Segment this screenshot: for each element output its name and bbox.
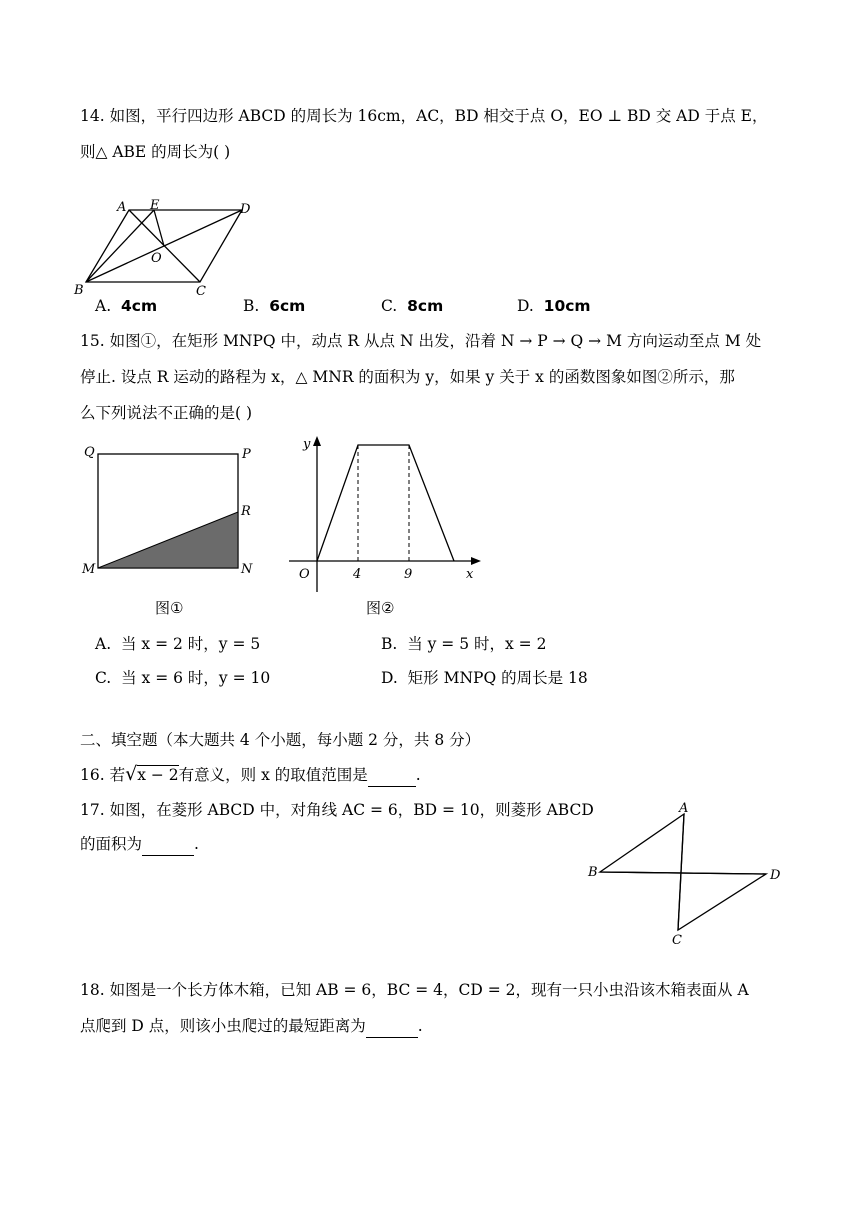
- label-x: x: [466, 567, 474, 582]
- q17-line2: 的面积为 .: [80, 833, 199, 856]
- figure-2-caption: 图②: [366, 599, 395, 617]
- label-D: D: [240, 202, 251, 217]
- label-C: C: [196, 284, 206, 299]
- tick-4: 4: [353, 567, 362, 582]
- q15-option-a: A. 当 x = 2 时，y = 5: [95, 635, 261, 653]
- q15-line3: 么下列说法不正确的是( ): [80, 404, 253, 422]
- answer-blank-16: [368, 764, 416, 787]
- label-E: E: [150, 198, 160, 213]
- label-R: R: [241, 504, 251, 519]
- q15-option-c: C. 当 x = 6 时，y = 10: [95, 669, 271, 687]
- q17-rhombus-figure: [582, 800, 792, 950]
- label-M: M: [82, 562, 96, 577]
- q14-option-d: D. 10cm: [517, 297, 591, 315]
- q15-line1: 15. 如图①，在矩形 MNPQ 中，动点 R 从点 N 出发，沿着 N → P → Q → M 方向运动至点 M 处: [80, 332, 762, 350]
- label-origin: O: [299, 567, 310, 582]
- q14-parallelogram-figure: [70, 198, 270, 298]
- q16-line: 16. 若√x − 2有意义，则 x 的取值范围是 .: [80, 763, 421, 785]
- label-y: y: [303, 437, 311, 452]
- label-N: N: [241, 562, 253, 577]
- label-A: A: [117, 200, 127, 215]
- label-O: O: [151, 251, 162, 266]
- q15-line2: 停止. 设点 R 运动的路程为 x，△ MNR 的面积为 y，如果 y 关于 x 的函数图象如图②所示，那: [80, 368, 735, 386]
- q15-rectangle-figure: [78, 440, 278, 590]
- q18-line2: 点爬到 D 点，则该小虫爬过的最短距离为 .: [80, 1015, 423, 1038]
- q14-line2: 则△ ABE 的周长为( ): [80, 143, 231, 161]
- label-B: B: [588, 865, 598, 880]
- label-A: A: [679, 801, 689, 816]
- section-2-title: 二、填空题（本大题共 4 个小题，每小题 2 分，共 8 分）: [80, 731, 481, 749]
- sqrt-radicand: x − 2: [137, 766, 179, 784]
- answer-blank-17: [142, 833, 194, 856]
- q18-line1: 18. 如图是一个长方体木箱，已知 AB = 6，BC = 4，CD = 2，现有一只小虫沿该木箱表面从 A: [80, 981, 749, 999]
- tick-9: 9: [404, 567, 413, 582]
- q14-option-b: B. 6cm: [243, 297, 306, 315]
- sqrt-symbol: √: [125, 763, 138, 785]
- label-B: B: [74, 283, 84, 298]
- label-C: C: [672, 933, 682, 948]
- q14-line1: 14. 如图，平行四边形 ABCD 的周长为 16cm，AC，BD 相交于点 O，EO ⊥ BD 交 AD 于点 E，: [80, 107, 768, 125]
- figure-1-caption: 图①: [155, 599, 184, 617]
- q14-option-a: A. 4cm: [95, 297, 158, 315]
- q14-option-c: C. 8cm: [381, 297, 444, 315]
- q17-line1: 17. 如图，在菱形 ABCD 中，对角线 AC = 6，BD = 10，则菱形 ABCD: [80, 801, 594, 819]
- q15-option-d: D. 矩形 MNPQ 的周长是 18: [381, 669, 588, 687]
- q15-option-b: B. 当 y = 5 时，x = 2: [381, 635, 547, 653]
- label-Q: Q: [84, 445, 95, 460]
- answer-blank-18: [366, 1015, 418, 1038]
- q15-function-graph: [285, 432, 495, 602]
- label-D: D: [770, 868, 781, 883]
- label-P: P: [242, 447, 251, 462]
